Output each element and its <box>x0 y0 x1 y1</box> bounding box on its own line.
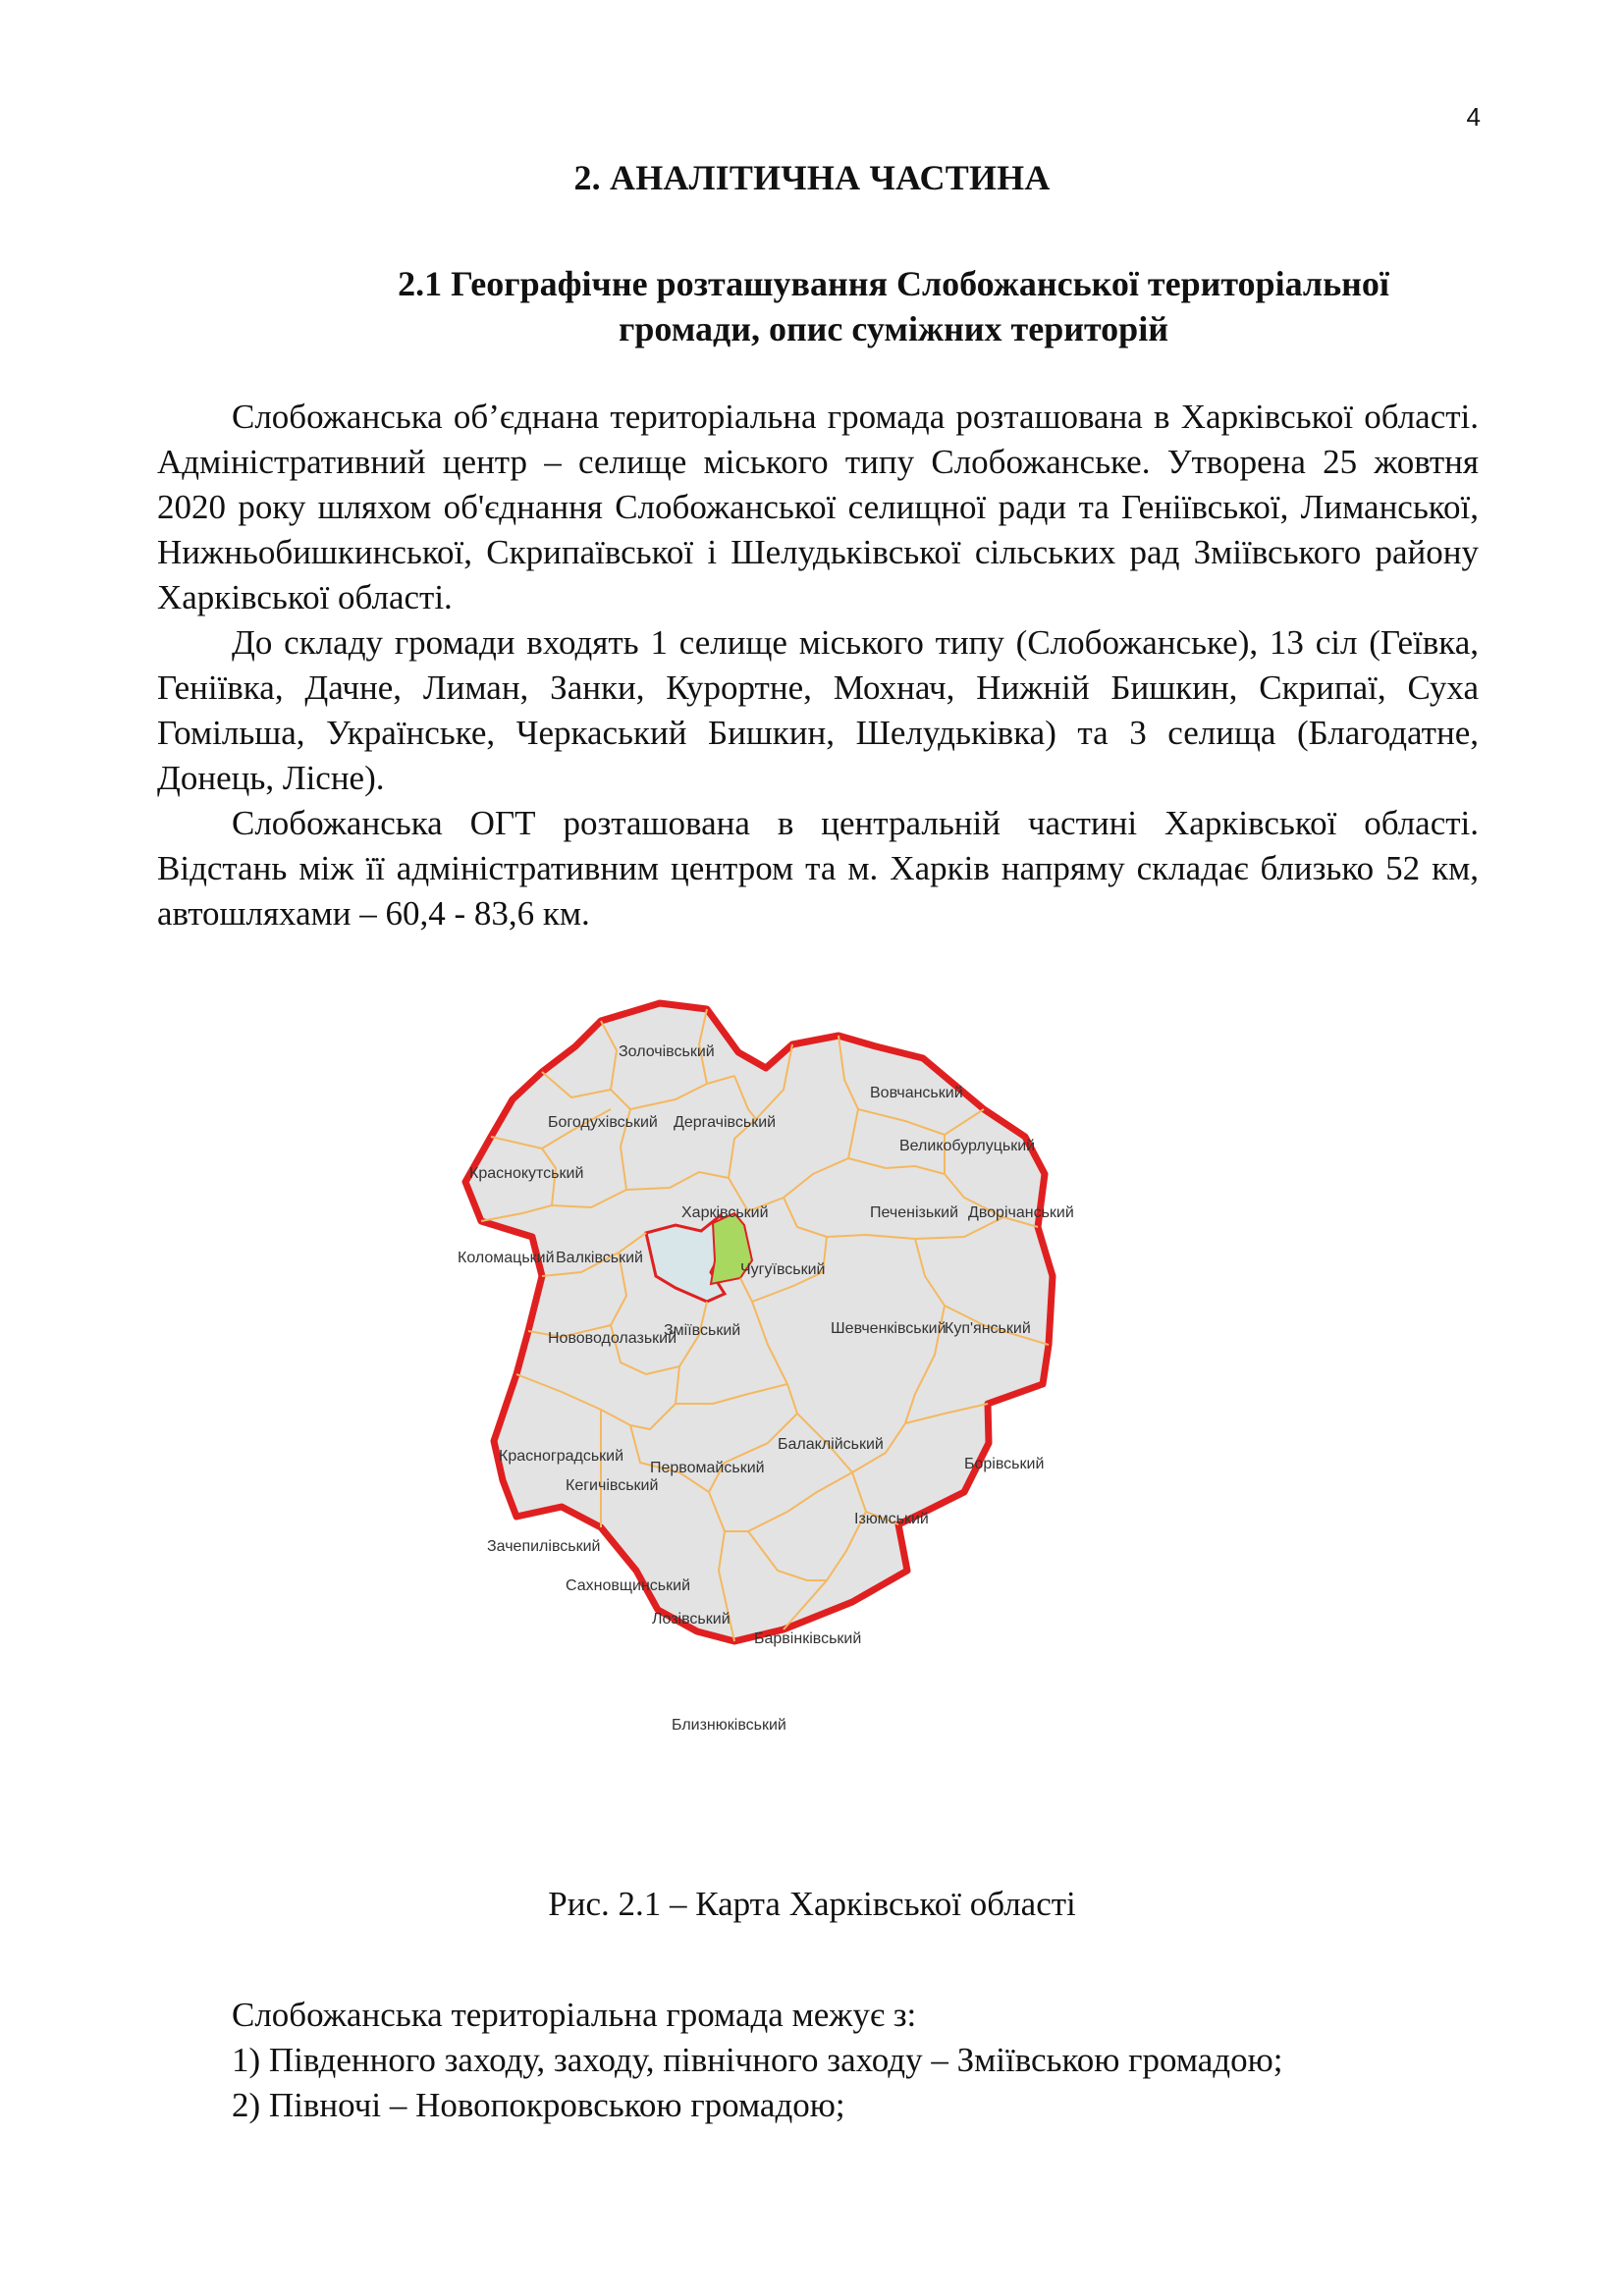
label-iziumskyi: Ізюмський <box>854 1511 929 1527</box>
label-velykoburlutskyi: Великобурлуцький <box>899 1138 1036 1154</box>
label-barvinkivskyi: Барвінківський <box>754 1630 862 1647</box>
borders-item-1: 1) Південного заходу, заходу, північного заходу – Зміївською громадою; <box>232 2041 1283 2079</box>
label-lozivskyi: Лозівський <box>652 1611 731 1628</box>
section-title-line-1: 2.1 Географічне розташування Слобожанської територіальної <box>398 264 1389 303</box>
label-pechenizkyi: Печенізький <box>870 1204 959 1221</box>
label-sakhnovshchynskyi: Сахновщинський <box>566 1577 691 1594</box>
label-vovchanskyi: Вовчанський <box>870 1085 963 1101</box>
label-bohodukhivskyi: Богодухівський <box>548 1114 658 1131</box>
label-blyzniukivskyi: Близнюківський <box>672 1717 786 1734</box>
label-kupianskyi: Куп'янський <box>945 1320 1031 1337</box>
label-krasnohradskyi: Красноградський <box>499 1448 624 1465</box>
label-zolochivskyi: Золочівський <box>619 1043 715 1060</box>
borders-intro: Слобожанська територіальна громада межує з: <box>232 1996 917 2034</box>
section-title <box>236 261 1551 351</box>
kharkiv-oblast-map <box>454 982 1269 1845</box>
borders-item-2: 2) Півночі – Новопокровською громадою; <box>232 2086 845 2124</box>
label-kehychivskyi: Кегичівський <box>566 1477 659 1494</box>
label-novovodolazkyi: Нововодолазький <box>548 1330 677 1347</box>
label-dvorichanskyi: Дворічанський <box>968 1204 1074 1221</box>
label-balakliiskyi: Балаклійський <box>778 1436 884 1453</box>
label-chuhuivskyi: Чугуївський <box>740 1261 826 1278</box>
label-derhachivskyi: Дергачівський <box>674 1114 777 1131</box>
label-pervomaiskyi: Первомайський <box>650 1460 765 1476</box>
figure-caption: Рис. 2.1 – Карта Харківської області <box>548 1885 1076 1923</box>
paragraph-composition: До складу громади входять 1 селище міського типу (Слобожанське), 13 сіл (Геївка, Геніївка, Дачне, Лиман, Занки, Курортне, Мохнач, Нижній Бишкин, Скрипаї, Суха Гомільша, Українське, Черкаський Бишкин, Шелудьківка) та 3 селища (Благодатне, Донець, Лісне). <box>157 623 1479 797</box>
label-valkivskyi: Валківський <box>556 1250 643 1266</box>
paragraph-location: Слобожанська об’єднана територіальна громада розташована в Харківської області. Адміністративний центр – селище міського типу Слобожанське. Утворена 25 жовтня 2020 року шляхом об'єднання Слобожанської селищної ради та Геніївської, Лиманської, Нижньобишкинської, Скрипаївської і Шелудьківської сільських рад Зміївського району Харківської області. <box>157 398 1479 616</box>
section-title-line-2: громади, опис суміжних територій <box>619 309 1168 348</box>
label-kolomatskyi: Коломацький <box>458 1250 555 1266</box>
chapter-title: 2. АНАЛІТИЧНА ЧАСТИНА <box>573 158 1051 197</box>
label-zmiivskyi: Зміївський <box>664 1322 741 1339</box>
label-shevchenkivskyi: Шевченківський <box>831 1320 947 1337</box>
label-krasnokutskyi: Краснокутський <box>469 1165 584 1182</box>
label-zachepylivskyi: Зачепилівський <box>487 1538 601 1555</box>
body-text <box>157 395 1479 936</box>
borders-list <box>232 1993 1508 2128</box>
paragraph-distance: Слобожанська ОГТ розташована в центральній частині Харківської області. Відстань між її адміністративним центром та м. Харків напряму складає близько 52 км, автошляхами – 60,4 - 83,6 км. <box>157 804 1479 933</box>
label-kharkivskyi: Харківський <box>681 1204 769 1221</box>
label-borivskyi: Борівський <box>964 1456 1045 1472</box>
page-number: 4 <box>1466 102 1481 132</box>
